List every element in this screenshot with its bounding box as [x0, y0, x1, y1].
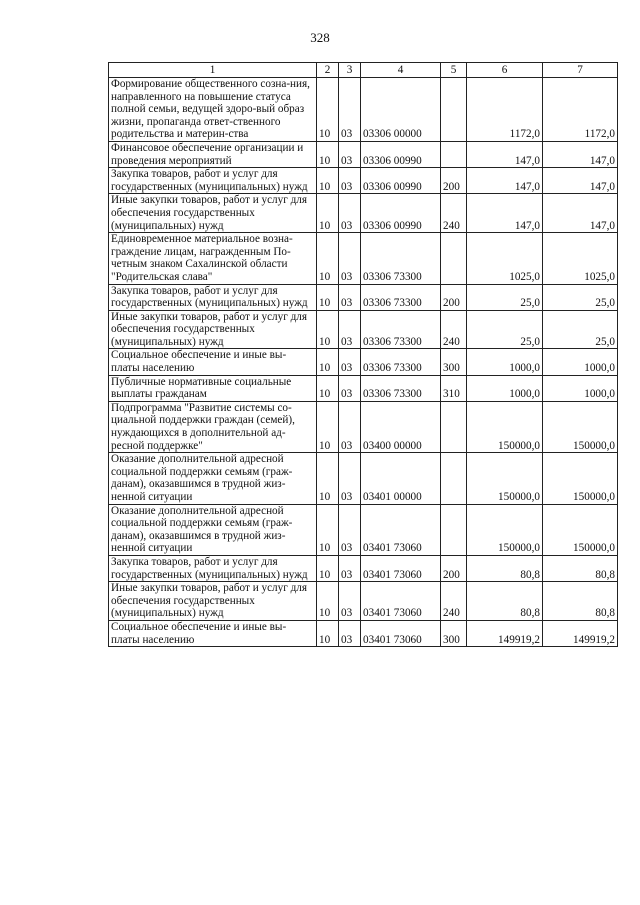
row-section-cell: 10 — [317, 194, 339, 233]
header-col-5: 5 — [441, 63, 467, 78]
row-section-cell: 10 — [317, 453, 339, 504]
row-sum-2-cell: 150000,0 — [543, 401, 618, 452]
table-row — [109, 620, 618, 646]
table-row — [109, 78, 618, 142]
row-sum-1-cell: 25,0 — [467, 310, 543, 349]
row-subsection-cell: 03 — [339, 401, 361, 452]
row-sum-1-cell: 150000,0 — [467, 453, 543, 504]
row-name-cell: Иные закупки товаров, работ и услуг для обеспечения государственных (муниципальных) нужд — [109, 582, 317, 621]
row-target-article-cell: 03306 00990 — [361, 168, 441, 194]
row-sum-2-cell: 80,8 — [543, 582, 618, 621]
row-sum-2-cell: 25,0 — [543, 310, 618, 349]
row-sum-2-cell: 147,0 — [543, 194, 618, 233]
table-row — [109, 284, 618, 310]
table-row — [109, 375, 618, 401]
row-expense-type-cell: 200 — [441, 168, 467, 194]
table-row — [109, 233, 618, 284]
row-section-cell: 10 — [317, 582, 339, 621]
row-sum-1-cell: 1025,0 — [467, 233, 543, 284]
row-subsection-cell: 03 — [339, 233, 361, 284]
row-subsection-cell: 03 — [339, 168, 361, 194]
row-sum-2-cell: 1000,0 — [543, 349, 618, 375]
row-target-article-cell: 03401 73060 — [361, 582, 441, 621]
row-sum-2-cell: 147,0 — [543, 141, 618, 167]
table-body — [109, 78, 618, 647]
row-sum-2-cell: 1025,0 — [543, 233, 618, 284]
row-name-cell: Социальное обеспечение и иные вы-платы населению — [109, 349, 317, 375]
row-section-cell: 10 — [317, 349, 339, 375]
row-sum-2-cell: 1000,0 — [543, 375, 618, 401]
row-subsection-cell: 03 — [339, 582, 361, 621]
row-expense-type-cell: 240 — [441, 582, 467, 621]
row-sum-2-cell: 150000,0 — [543, 504, 618, 555]
row-subsection-cell: 03 — [339, 453, 361, 504]
row-target-article-cell: 03306 00990 — [361, 141, 441, 167]
row-name-cell: Закупка товаров, работ и услуг для государственных (муниципальных) нужд — [109, 168, 317, 194]
row-subsection-cell: 03 — [339, 141, 361, 167]
row-section-cell: 10 — [317, 375, 339, 401]
row-target-article-cell: 03401 73060 — [361, 504, 441, 555]
row-expense-type-cell — [441, 141, 467, 167]
row-sum-1-cell: 150000,0 — [467, 504, 543, 555]
row-section-cell: 10 — [317, 401, 339, 452]
row-expense-type-cell — [441, 401, 467, 452]
row-subsection-cell: 03 — [339, 78, 361, 142]
row-sum-2-cell: 147,0 — [543, 168, 618, 194]
header-col-2: 2 — [317, 63, 339, 78]
row-expense-type-cell: 200 — [441, 284, 467, 310]
row-expense-type-cell — [441, 504, 467, 555]
row-sum-2-cell: 80,8 — [543, 555, 618, 581]
row-name-cell: Иные закупки товаров, работ и услуг для обеспечения государственных (муниципальных) нужд — [109, 310, 317, 349]
row-sum-2-cell: 1172,0 — [543, 78, 618, 142]
row-expense-type-cell: 200 — [441, 555, 467, 581]
row-sum-1-cell: 1172,0 — [467, 78, 543, 142]
header-col-3: 3 — [339, 63, 361, 78]
row-sum-1-cell: 150000,0 — [467, 401, 543, 452]
row-target-article-cell: 03306 00000 — [361, 78, 441, 142]
header-col-4: 4 — [361, 63, 441, 78]
table-row — [109, 349, 618, 375]
row-name-cell: Публичные нормативные социальные выплаты гражданам — [109, 375, 317, 401]
row-name-cell: Подпрограмма "Развитие системы со-циальной поддержки граждан (семей), нуждающихся в дополнительной ад-ресной поддержке" — [109, 401, 317, 452]
table-row — [109, 582, 618, 621]
table-row — [109, 555, 618, 581]
row-target-article-cell: 03401 73060 — [361, 555, 441, 581]
row-subsection-cell: 03 — [339, 349, 361, 375]
row-name-cell: Иные закупки товаров, работ и услуг для обеспечения государственных (муниципальных) нужд — [109, 194, 317, 233]
row-section-cell: 10 — [317, 504, 339, 555]
header-col-7: 7 — [543, 63, 618, 78]
row-subsection-cell: 03 — [339, 504, 361, 555]
row-target-article-cell: 03401 73060 — [361, 620, 441, 646]
row-expense-type-cell: 300 — [441, 349, 467, 375]
row-name-cell: Оказание дополнительной адресной социальной поддержки семьям (граж-данам), оказавшимся в трудной жиз-ненной ситуации — [109, 453, 317, 504]
row-sum-1-cell: 147,0 — [467, 141, 543, 167]
row-expense-type-cell: 240 — [441, 194, 467, 233]
row-section-cell: 10 — [317, 620, 339, 646]
row-subsection-cell: 03 — [339, 310, 361, 349]
page-number: 328 — [310, 30, 330, 45]
table-row — [109, 194, 618, 233]
row-name-cell: Единовременное материальное возна-граждение лицам, награжденным По-четным знаком Сахалинской области "Родительская слава" — [109, 233, 317, 284]
row-name-cell: Оказание дополнительной адресной социальной поддержки семьям (граж-данам), оказавшимся в трудной жиз-ненной ситуации — [109, 504, 317, 555]
row-section-cell: 10 — [317, 168, 339, 194]
row-sum-1-cell: 80,8 — [467, 555, 543, 581]
table-row — [109, 310, 618, 349]
row-target-article-cell: 03306 73300 — [361, 233, 441, 284]
row-name-cell: Закупка товаров, работ и услуг для государственных (муниципальных) нужд — [109, 284, 317, 310]
table-row — [109, 141, 618, 167]
header-col-1: 1 — [109, 63, 317, 78]
row-sum-1-cell: 1000,0 — [467, 375, 543, 401]
row-section-cell: 10 — [317, 78, 339, 142]
row-sum-1-cell: 147,0 — [467, 194, 543, 233]
row-sum-1-cell: 80,8 — [467, 582, 543, 621]
header-col-6: 6 — [467, 63, 543, 78]
row-name-cell: Социальное обеспечение и иные вы-платы населению — [109, 620, 317, 646]
row-target-article-cell: 03306 73300 — [361, 284, 441, 310]
table-row — [109, 453, 618, 504]
budget-table — [108, 62, 618, 647]
row-sum-1-cell: 149919,2 — [467, 620, 543, 646]
row-subsection-cell: 03 — [339, 375, 361, 401]
row-subsection-cell: 03 — [339, 194, 361, 233]
row-expense-type-cell — [441, 453, 467, 504]
row-target-article-cell: 03400 00000 — [361, 401, 441, 452]
row-subsection-cell: 03 — [339, 620, 361, 646]
row-sum-2-cell: 150000,0 — [543, 453, 618, 504]
row-name-cell: Финансовое обеспечение организации и проведения мероприятий — [109, 141, 317, 167]
row-target-article-cell: 03306 73300 — [361, 349, 441, 375]
row-section-cell: 10 — [317, 284, 339, 310]
row-sum-1-cell: 1000,0 — [467, 349, 543, 375]
header-row — [109, 63, 618, 78]
row-expense-type-cell: 240 — [441, 310, 467, 349]
row-sum-1-cell: 147,0 — [467, 168, 543, 194]
row-target-article-cell: 03306 73300 — [361, 375, 441, 401]
row-expense-type-cell — [441, 78, 467, 142]
row-section-cell: 10 — [317, 233, 339, 284]
row-sum-2-cell: 149919,2 — [543, 620, 618, 646]
row-sum-2-cell: 25,0 — [543, 284, 618, 310]
row-target-article-cell: 03306 00990 — [361, 194, 441, 233]
row-expense-type-cell: 300 — [441, 620, 467, 646]
row-subsection-cell: 03 — [339, 284, 361, 310]
row-subsection-cell: 03 — [339, 555, 361, 581]
row-sum-1-cell: 25,0 — [467, 284, 543, 310]
row-target-article-cell: 03306 73300 — [361, 310, 441, 349]
row-name-cell: Формирование общественного созна-ния, направленного на повышение статуса полной семьи, ведущей здоро-вый образ жизни, пропаганда ответ-ственного родительства и материн-ства — [109, 78, 317, 142]
table-row — [109, 168, 618, 194]
row-expense-type-cell: 310 — [441, 375, 467, 401]
row-section-cell: 10 — [317, 310, 339, 349]
row-name-cell: Закупка товаров, работ и услуг для государственных (муниципальных) нужд — [109, 555, 317, 581]
row-section-cell: 10 — [317, 141, 339, 167]
table-row — [109, 401, 618, 452]
table-row — [109, 504, 618, 555]
row-target-article-cell: 03401 00000 — [361, 453, 441, 504]
row-section-cell: 10 — [317, 555, 339, 581]
row-expense-type-cell — [441, 233, 467, 284]
